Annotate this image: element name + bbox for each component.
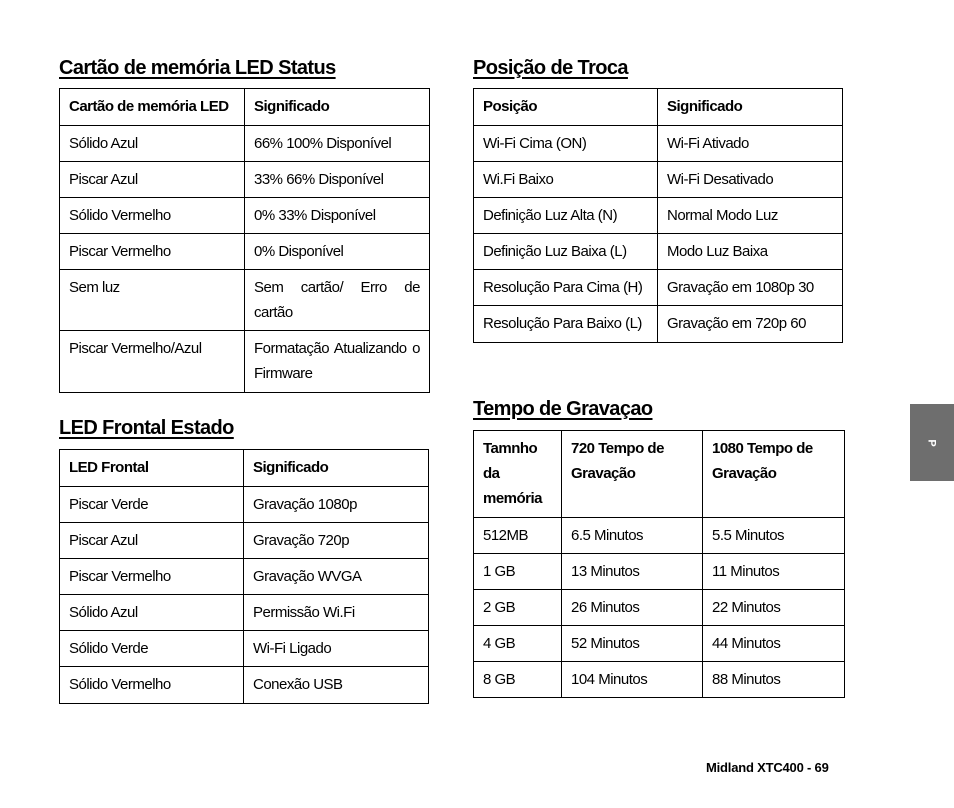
- header-cell: Posição: [474, 89, 658, 126]
- table-row: [60, 523, 429, 559]
- table-header-row: [60, 450, 429, 487]
- table-cell: Modo Luz Baixa: [658, 234, 843, 270]
- table-cell: Sem cartão/ Erro de cartão: [245, 270, 430, 331]
- switch-position-title: Posição de Troca: [473, 57, 628, 79]
- table-cell: Piscar Vermelho: [60, 559, 244, 595]
- switch-position-table: [473, 88, 843, 343]
- table-cell: 0% 33% Disponível: [245, 198, 430, 234]
- side-tab-label: P: [926, 438, 938, 447]
- header-cell: 720 Tempo de Gravação: [562, 431, 703, 518]
- header-cell: Significado: [245, 89, 430, 126]
- table-row: [60, 487, 429, 523]
- table-row: [60, 234, 430, 270]
- table-cell: Sem luz: [60, 270, 245, 331]
- table-row: [474, 306, 843, 343]
- table-header-row: [474, 431, 845, 518]
- language-side-tab: [910, 404, 954, 481]
- table-cell: Wi.Fi Baixo: [474, 162, 658, 198]
- table-cell: 33% 66% Disponível: [245, 162, 430, 198]
- table-header-row: [474, 89, 843, 126]
- recording-time-table: [473, 430, 845, 698]
- table-row: [60, 162, 430, 198]
- header-cell: 1080 Tempo de Gravação: [703, 431, 845, 518]
- table-cell: Resolução Para Cima (H): [474, 270, 658, 306]
- table-row: [474, 198, 843, 234]
- table-row: [474, 626, 845, 662]
- table-row: [474, 590, 845, 626]
- table-cell: Piscar Verde: [60, 487, 244, 523]
- table-header-row: [60, 89, 430, 126]
- memory-card-title: Cartão de memória LED Status: [59, 57, 336, 79]
- table-cell: 1 GB: [474, 554, 562, 590]
- table-cell: Sólido Vermelho: [60, 198, 245, 234]
- table-cell: Definição Luz Baixa (L): [474, 234, 658, 270]
- table-cell: Sólido Vermelho: [60, 667, 244, 704]
- table-cell: 8 GB: [474, 662, 562, 698]
- table-cell: Sólido Azul: [60, 595, 244, 631]
- table-row: [60, 331, 430, 393]
- header-cell: Significado: [658, 89, 843, 126]
- table-cell: Wi-Fi Desativado: [658, 162, 843, 198]
- table-row: [60, 126, 430, 162]
- table-cell: Gravação 1080p: [244, 487, 429, 523]
- table-cell: Gravação WVGA: [244, 559, 429, 595]
- table-cell: 6.5 Minutos: [562, 518, 703, 554]
- table-cell: Piscar Azul: [60, 162, 245, 198]
- table-row: [474, 162, 843, 198]
- page-footer: Midland XTC400 - 69: [706, 760, 829, 775]
- table-cell: Gravação em 720p 60: [658, 306, 843, 343]
- table-cell: 52 Minutos: [562, 626, 703, 662]
- header-cell: LED Frontal: [60, 450, 244, 487]
- table-cell: Gravação 720p: [244, 523, 429, 559]
- header-cell: Significado: [244, 450, 429, 487]
- table-row: [474, 518, 845, 554]
- table-cell: Piscar Vermelho/Azul: [60, 331, 245, 393]
- table-cell: 66% 100% Disponível: [245, 126, 430, 162]
- table-row: [60, 270, 430, 331]
- recording-time-title: Tempo de Gravaçao: [473, 398, 653, 420]
- table-cell: 4 GB: [474, 626, 562, 662]
- table-cell: Resolução Para Baixo (L): [474, 306, 658, 343]
- front-led-title: LED Frontal Estado: [59, 417, 234, 439]
- table-row: [60, 667, 429, 704]
- table-cell: 104 Minutos: [562, 662, 703, 698]
- table-cell: 44 Minutos: [703, 626, 845, 662]
- table-row: [474, 554, 845, 590]
- table-cell: 0% Disponível: [245, 234, 430, 270]
- header-cell: Cartão de memória LED: [60, 89, 245, 126]
- table-cell: Piscar Vermelho: [60, 234, 245, 270]
- table-cell: 88 Minutos: [703, 662, 845, 698]
- table-cell: Piscar Azul: [60, 523, 244, 559]
- table-cell: 11 Minutos: [703, 554, 845, 590]
- table-row: [474, 662, 845, 698]
- table-row: [474, 234, 843, 270]
- table-cell: Wi-Fi Ligado: [244, 631, 429, 667]
- table-cell: Gravação em 1080p 30: [658, 270, 843, 306]
- table-cell: 512MB: [474, 518, 562, 554]
- table-cell: 22 Minutos: [703, 590, 845, 626]
- table-cell: 13 Minutos: [562, 554, 703, 590]
- table-cell: 5.5 Minutos: [703, 518, 845, 554]
- header-cell: Tamnho da memória: [474, 431, 562, 518]
- table-cell: Sólido Azul: [60, 126, 245, 162]
- table-cell: Sólido Verde: [60, 631, 244, 667]
- table-cell: Normal Modo Luz: [658, 198, 843, 234]
- table-row: [474, 126, 843, 162]
- table-cell: Wi-Fi Ativado: [658, 126, 843, 162]
- table-row: [474, 270, 843, 306]
- table-row: [60, 198, 430, 234]
- table-row: [60, 559, 429, 595]
- table-cell: Formatação Atualizando o Firmware: [245, 331, 430, 393]
- table-cell: Wi-Fi Cima (ON): [474, 126, 658, 162]
- table-cell: Conexão USB: [244, 667, 429, 704]
- front-led-table: [59, 449, 429, 704]
- table-cell: Definição Luz Alta (N): [474, 198, 658, 234]
- memory-card-table: [59, 88, 430, 393]
- table-cell: Permissão Wi.Fi: [244, 595, 429, 631]
- table-row: [60, 595, 429, 631]
- table-cell: 2 GB: [474, 590, 562, 626]
- table-row: [60, 631, 429, 667]
- table-cell: 26 Minutos: [562, 590, 703, 626]
